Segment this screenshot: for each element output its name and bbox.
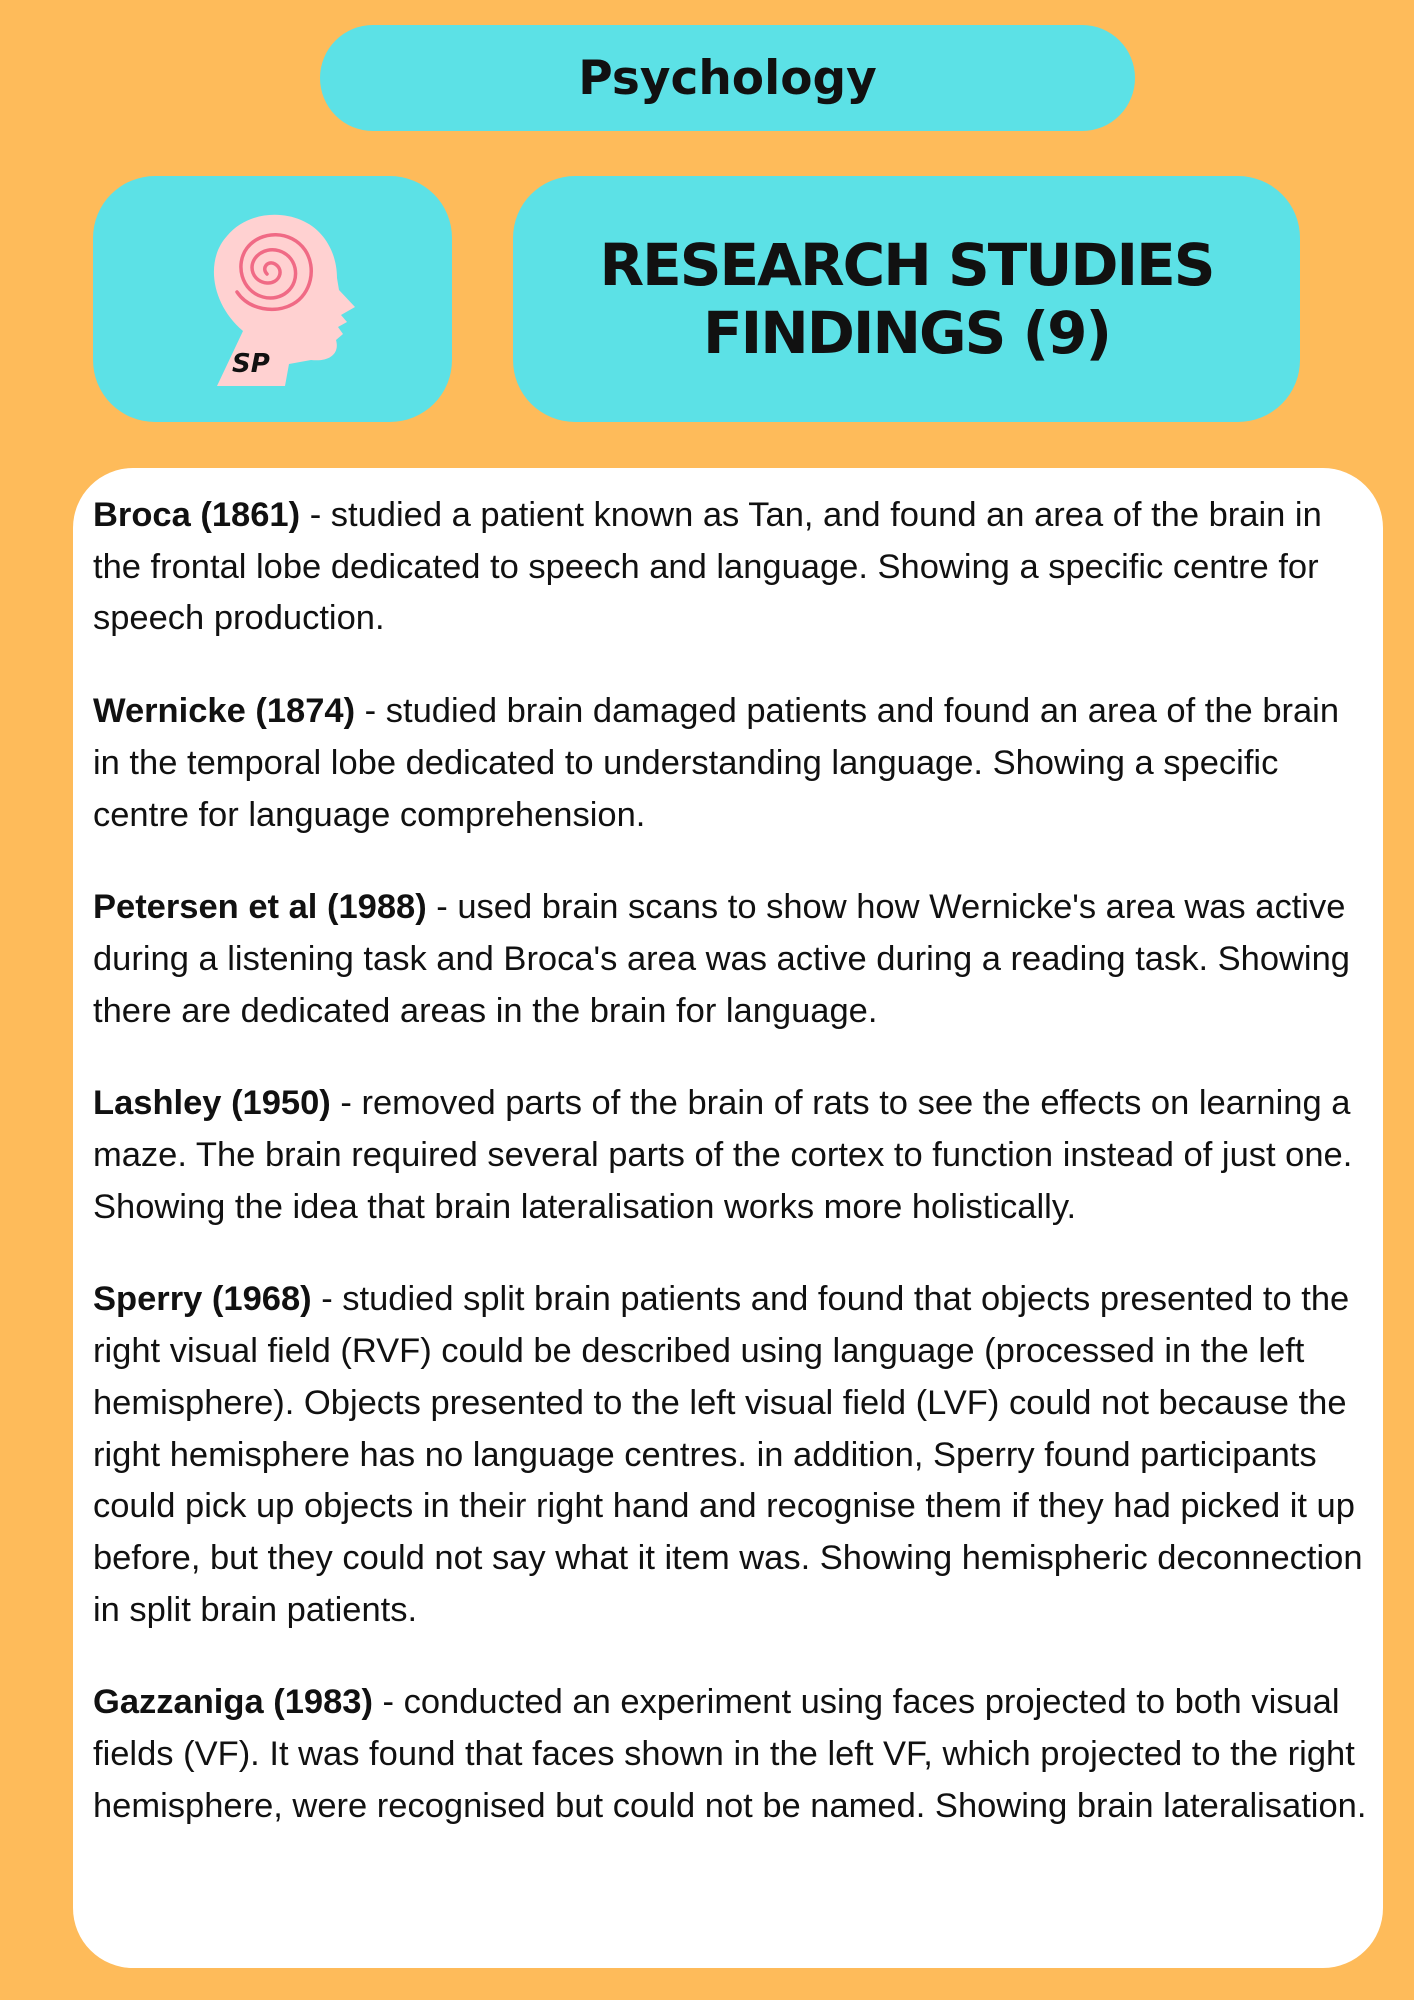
study-name: Petersen et al (1988) (93, 888, 427, 927)
study-name: Wernicke (1874) (93, 692, 356, 731)
study-name: Broca (1861) (93, 496, 301, 534)
study-description: - studied a patient known as Tan, and found an area of the brain in the frontal lobe dedicated to speech and language. Showing a specific centre for speech production. (93, 496, 1322, 638)
page-title-line-1: RESEARCH STUDIES (599, 231, 1214, 299)
study-description: - removed parts of the brain of rats to see the effects on learning a maze. The brain required several parts of the cortex to function instead of just one. Showing the idea that brain lateralisation works more holistically. (93, 1084, 1353, 1226)
study-item (93, 1677, 1367, 1832)
study-item (93, 686, 1367, 841)
page-title-panel (513, 176, 1300, 422)
page-title-line-2: FINDINGS (9) (703, 299, 1110, 367)
study-item (93, 490, 1367, 645)
subject-banner (320, 25, 1135, 131)
study-description: - studied split brain patients and found that objects presented to the right visual field (RVF) could be described using language (processed in the left hemisphere). Objects presented to the left visual field (LVF) could not because the right hemisphere has no language centres. in addition, Sperry found participants could pick up objects in their right hand and recognise them if they had picked it up before, but they could not say what it item was. Showing hemispheric deconnection in split brain patients. (93, 1280, 1363, 1629)
study-description: - studied brain damaged patients and found an area of the brain in the temporal lobe dedicated to understanding language. Showing a specific centre for language comprehension. (93, 692, 1340, 834)
study-item (93, 882, 1367, 1037)
study-name: Lashley (1950) (93, 1084, 331, 1123)
head-spiral-icon (93, 176, 452, 422)
logo-initials: SP (232, 349, 270, 379)
study-description: - used brain scans to show how Wernicke's area was active during a listening task and Broca's area was active during a reading task. Showing there are dedicated areas in the brain for language. (93, 888, 1350, 1030)
subject-title: Psychology (578, 50, 877, 106)
logo-panel (93, 176, 452, 422)
study-name: Gazzaniga (1983) (93, 1683, 373, 1722)
study-name: Sperry (1968) (93, 1280, 312, 1319)
study-item (93, 1274, 1367, 1636)
study-item (93, 1078, 1367, 1233)
study-description: - conducted an experiment using faces projected to both visual fields (VF). It was found that faces shown in the left VF, which projected to the right hemisphere, were recognised but could not be named. Showing brain lateralisation. (93, 1683, 1367, 1825)
studies-card (73, 468, 1383, 1968)
